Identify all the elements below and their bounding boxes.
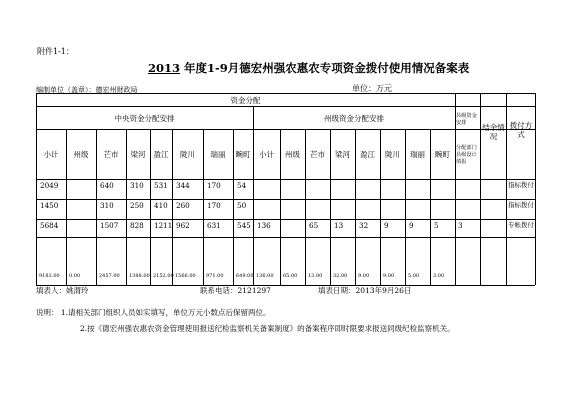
row-1-central-5: 260 (176, 201, 190, 210)
header-pref-col-5: 陇川 (385, 149, 400, 159)
row-1-central-0: 1450 (40, 201, 59, 210)
row-1-central-4: 410 (154, 201, 168, 210)
total-central-1: 0.00 (69, 273, 81, 279)
row-2-central-3: 828 (130, 221, 144, 230)
header-central-col-5: 陇川 (180, 149, 195, 159)
row-2-pref-3: 13 (334, 221, 344, 230)
table-hline-6 (36, 237, 535, 238)
header-payment-method: 拨付方式 (509, 121, 533, 139)
row-0-central-0: 2049 (40, 181, 59, 190)
row-0-central-6: 170 (207, 181, 221, 190)
unit-prefix: 编制单位（盖章）： (36, 86, 96, 94)
row-2-central-5: 962 (176, 221, 190, 230)
table-hline-3 (36, 179, 535, 180)
row-2-central-2: 1507 (100, 221, 119, 230)
row-2-pref-4: 32 (359, 221, 369, 230)
contact-phone: 联系电话：2121297 (200, 286, 271, 295)
header-prefecture: 州级资金分配安排 (324, 113, 384, 123)
total-central-7: 649.00 (236, 273, 254, 279)
row-1-method: 指标拨付 (508, 201, 534, 209)
total-pref-6: 5.00 (408, 273, 420, 279)
header-county-note: 分配部门县级设计填报 (456, 144, 477, 165)
table-vline-right (535, 93, 536, 285)
row-0-central-7: 54 (237, 181, 247, 190)
row-1-central-7: 50 (237, 201, 247, 210)
unit-org: 德宏州财政局 (95, 86, 138, 94)
row-2-pref-0: 136 (257, 221, 271, 230)
header-central-col-7: 畹町 (235, 149, 251, 159)
total-central-0: 9183.00 (39, 273, 60, 279)
header-pref-col-2: 芒市 (310, 149, 325, 159)
row-2-pref-6: 9 (409, 221, 414, 230)
note-1: 说明： 1.请相关部门组织人员如实填写，单位万元小数点后保留两位。 (36, 308, 271, 317)
row-2-central-0: 5684 (40, 221, 59, 230)
header-pref-col-7: 畹町 (435, 149, 450, 159)
table-hline-7 (36, 285, 535, 286)
total-pref-3: 32.00 (333, 273, 348, 279)
header-central-col-1: 州级 (73, 149, 89, 159)
attachment-label: 附件1-1： (37, 47, 74, 56)
row-0-method: 指标拨付 (508, 181, 534, 189)
row-2-pref-5: 9 (384, 221, 389, 230)
header-central: 中央资金分配安排 (114, 113, 175, 123)
total-central-5: 1566.00 (175, 273, 196, 279)
header-pref-col-1: 州级 (285, 149, 300, 159)
total-pref-7: 3.00 (433, 273, 445, 279)
row-2-method: 专帐拨付 (508, 221, 534, 229)
row-0-central-4: 531 (154, 181, 168, 190)
row-2-pref-2: 65 (309, 221, 319, 230)
row-0-central-5: 344 (176, 181, 190, 190)
header-county-fund: 县级资金安排 (456, 113, 477, 126)
total-pref-0: 136.00 (256, 273, 274, 279)
total-pref-5: 9.00 (383, 273, 395, 279)
header-pref-col-0: 小计 (259, 149, 274, 159)
total-central-3: 1388.00 (129, 273, 150, 279)
row-2-central-4: 1211 (154, 221, 173, 230)
header-pref-col-3: 梁河 (335, 149, 350, 159)
fill-date: 填表日期：2013年9月26日 (318, 286, 412, 295)
title-year: 2013 (148, 61, 181, 75)
table-hline-4 (36, 199, 535, 200)
total-central-6: 971.00 (206, 273, 224, 279)
header-central-col-6: 瑞丽 (210, 149, 226, 159)
total-central-4: 2152.00 (153, 273, 174, 279)
unit-label: 单位：万元 (352, 84, 392, 93)
filler-name: 填表人：姚渭玲 (36, 286, 89, 295)
row-0-central-3: 310 (130, 181, 144, 190)
row-1-central-6: 170 (207, 201, 221, 210)
header-central-col-4: 盈江 (153, 149, 169, 159)
title-text: 年度1-9月德宏州强农惠农专项资金拨付使用情况备案表 (180, 61, 470, 75)
row-2-central-6: 631 (207, 221, 221, 230)
header-pref-col-4: 盈江 (360, 149, 375, 159)
table-hline-5 (36, 219, 535, 220)
header-central-col-3: 梁河 (130, 149, 146, 159)
row-1-central-2: 310 (100, 201, 114, 210)
total-central-2: 2457.00 (99, 273, 120, 279)
note-2: 2.按《德宏州强农惠农资金管理使用报送纪检监察机关备案制度》的备案程序即时限要求报送同级纪检监察机关。 (80, 324, 455, 333)
header-central-col-0: 小计 (43, 149, 59, 159)
header-pref-col-6: 瑞丽 (410, 149, 425, 159)
total-pref-4: 9.00 (358, 273, 370, 279)
page-title (148, 60, 469, 76)
row-0-central-2: 640 (100, 181, 114, 190)
header-central-col-2: 芒市 (103, 149, 119, 159)
row-1-central-3: 250 (130, 201, 144, 210)
header-fund-allocation: 资金分配 (230, 95, 261, 105)
total-pref-1: 65.00 (283, 273, 298, 279)
row-2-pref-7: 5 (434, 221, 439, 230)
row-2-extra: 3 (458, 221, 463, 230)
header-settlement: 结余情况 (482, 123, 505, 141)
total-pref-2: 13.00 (308, 273, 323, 279)
row-2-central-7: 545 (237, 221, 251, 230)
